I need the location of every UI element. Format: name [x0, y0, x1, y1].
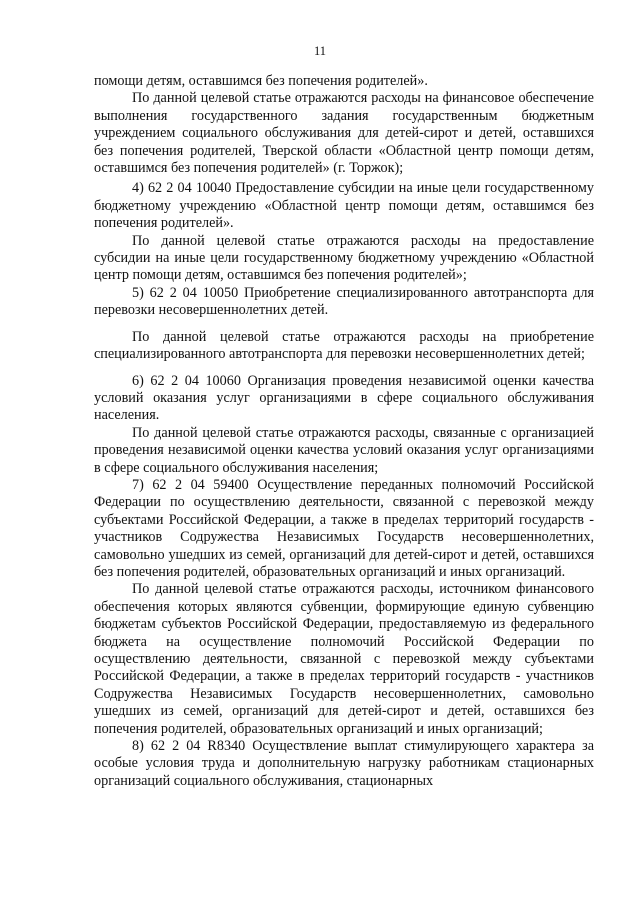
paragraph-item-5: 5) 62 2 04 10050 Приобретение специализированного автотранспорта для перевозки несовершеннолетних детей. [94, 284, 594, 319]
paragraph-description-6: По данной целевой статье отражаются расходы, связанные с организацией проведения независимой оценки качества условий оказания услуг организациями в сфере социального обслуживания населения; [94, 424, 594, 476]
paragraph-item-8: 8) 62 2 04 R8340 Осуществление выплат стимулирующего характера за особые условия труда и дополнительную нагрузку работникам стационарных организаций социального обслуживания, стационарных [94, 738, 594, 789]
page-number: 11 [313, 44, 327, 58]
paragraph-description-7: По данной целевой статье отражаются расходы, источником финансового обеспечения которых являются субвенции, формирующие единую субвенцию бюджетам субъектов Российской Федерации, предоставляемую из федерального бюджета на осуществление полномочий Российской Федерации по осуществлению деятельности, связанной с перевозкой между субъектами Российской Федерации, а также в пределах территорий государств - участников Содружества Независимых Государств несовершеннолетних, самовольно ушедших из семей, организаций для детей-сирот и детей, оставшихся без попечения родителей, образовательных организаций и иных организаций; [94, 581, 594, 737]
paragraph-description-5: По данной целевой статье отражаются расходы на приобретение специализированного автотранспорта для перевозки несовершеннолетних детей; [94, 328, 594, 363]
paragraph-item-7: 7) 62 2 04 59400 Осуществление переданных полномочий Российской Федерации по осуществлению деятельности, связанной с перевозкой между субъектами Российской Федерации, а также в пределах территорий государств - участников Содружества Независимых Государств несовершеннолетних, самовольно ушедших из семей, организаций для детей-сирот и детей, оставшихся без попечения родителей, образовательных организаций и иных организаций. [94, 476, 594, 580]
paragraph-continuation: помощи детям, оставшимся без попечения родителей». [94, 73, 428, 89]
document-body [94, 73, 594, 790]
paragraph-description-3: По данной целевой статье отражаются расходы на финансовое обеспечение выполнения государственного задания государственным бюджетным учреждением социального обслуживания для детей-сирот и детей, оставшихся без попечения родителей, Тверской области «Областной центр помощи детям, оставшимся без попечения родителей» (г. Торжок); [94, 90, 594, 177]
paragraph-description-4: По данной целевой статье отражаются расходы на предоставление субсидии на иные цели государственному бюджетному учреждению «Областной центр помощи детям, оставшимся без попечения родителей»; [94, 232, 594, 284]
paragraph-item-4: 4) 62 2 04 10040 Предоставление субсидии на иные цели государственному бюджетному учреждению «Областной центр помощи детям, оставшимся без попечения родителей». [94, 180, 594, 232]
paragraph-item-6: 6) 62 2 04 10060 Организация проведения независимой оценки качества условий оказания услуг организациями в сфере социального обслуживания населения. [94, 372, 594, 424]
